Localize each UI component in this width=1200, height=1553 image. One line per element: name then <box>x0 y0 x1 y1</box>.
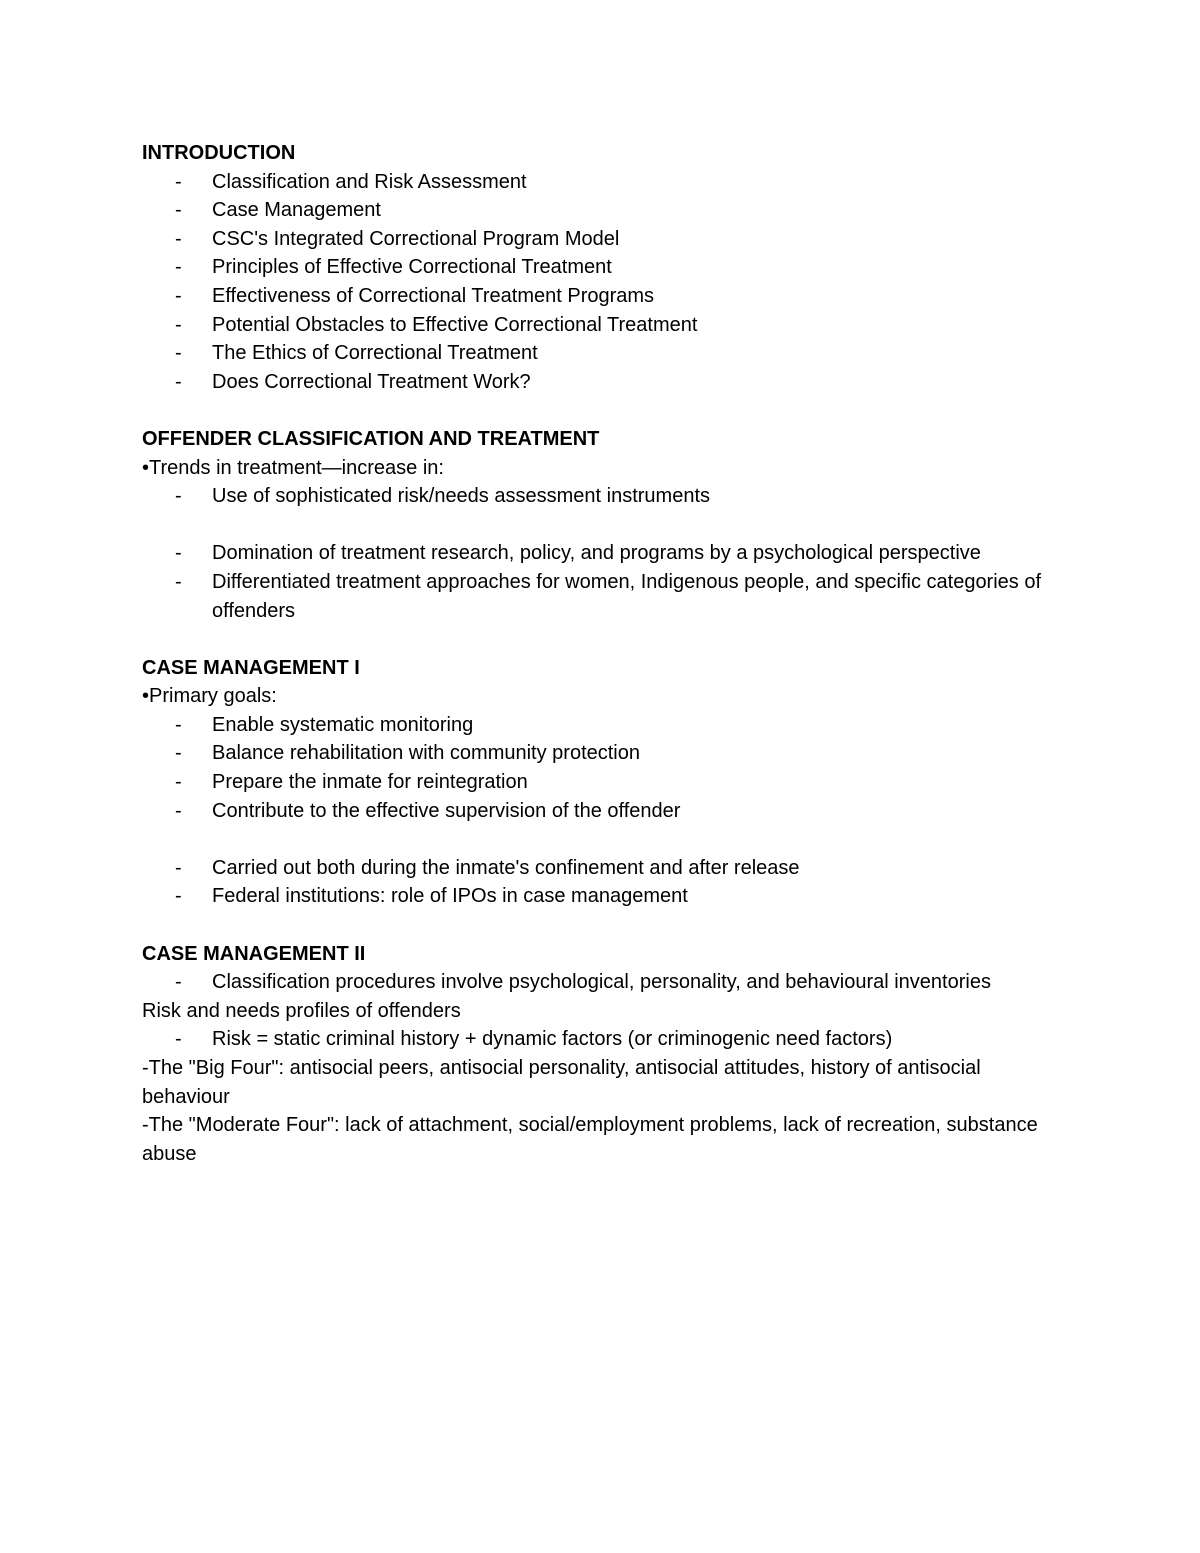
offender-list-a <box>142 482 1062 511</box>
list-item: - Case Management <box>142 196 1062 225</box>
section-heading: CASE MANAGEMENT I <box>142 656 360 679</box>
case-management-1-list-b <box>142 854 1062 911</box>
list-item: - Effectiveness of Correctional Treatment Programs <box>142 282 1062 311</box>
list-item: - Carried out both during the inmate's confinement and after release <box>142 854 1062 883</box>
section-heading: CASE MANAGEMENT II <box>142 942 366 965</box>
body-text: Risk and needs profiles of offenders <box>142 999 461 1022</box>
offender-list-b <box>142 539 1062 625</box>
list-item: - The Ethics of Correctional Treatment <box>142 339 1062 368</box>
case-management-1-list-a <box>142 711 1062 825</box>
document-page <box>142 139 1062 1168</box>
list-item: - Differentiated treatment approaches for women, Indigenous people, and specific categories of offenders <box>142 568 1062 625</box>
list-item: - Principles of Effective Correctional Treatment <box>142 253 1062 282</box>
list-item: - Prepare the inmate for reintegration <box>142 768 1062 797</box>
list-item: - Does Correctional Treatment Work? <box>142 368 1062 397</box>
section-heading: INTRODUCTION <box>142 142 296 164</box>
case-management-2-list-1 <box>142 968 1062 997</box>
list-item: - Risk = static criminal history + dynamic factors (or criminogenic need factors) <box>142 1025 1062 1054</box>
list-item: - Enable systematic monitoring <box>142 711 1062 740</box>
list-item: - Contribute to the effective supervision of the offender <box>142 797 1062 826</box>
list-item: - Federal institutions: role of IPOs in case management <box>142 882 1062 911</box>
introduction-list <box>142 168 1062 397</box>
list-item: - Classification and Risk Assessment <box>142 168 1062 197</box>
section-intro: •Trends in treatment—increase in: <box>142 456 444 479</box>
blank-line <box>142 825 1062 854</box>
list-item: - Domination of treatment research, policy, and programs by a psychological perspective <box>142 539 1062 568</box>
list-item: - Use of sophisticated risk/needs assessment instruments <box>142 482 1062 511</box>
list-item: - CSC's Integrated Correctional Program Model <box>142 225 1062 254</box>
section-introduction <box>142 139 1062 396</box>
list-item: - Potential Obstacles to Effective Correctional Treatment <box>142 311 1062 340</box>
section-heading: OFFENDER CLASSIFICATION AND TREATMENT <box>142 427 600 450</box>
case-management-2-list-2 <box>142 1025 1062 1054</box>
list-item: - Balance rehabilitation with community protection <box>142 739 1062 768</box>
body-text: -The "Moderate Four": lack of attachment, social/employment problems, lack of recreation, substance abuse <box>142 1114 1038 1165</box>
section-case-management-1 <box>142 654 1062 911</box>
blank-line <box>142 511 1062 540</box>
section-offender-classification <box>142 425 1062 625</box>
list-item: - Classification procedures involve psychological, personality, and behavioural inventories <box>142 968 1062 997</box>
body-text: -The "Big Four": antisocial peers, antisocial personality, antisocial attitudes, history of antisocial behaviour <box>142 1057 981 1108</box>
section-case-management-2 <box>142 940 1062 1169</box>
section-intro: •Primary goals: <box>142 685 277 708</box>
